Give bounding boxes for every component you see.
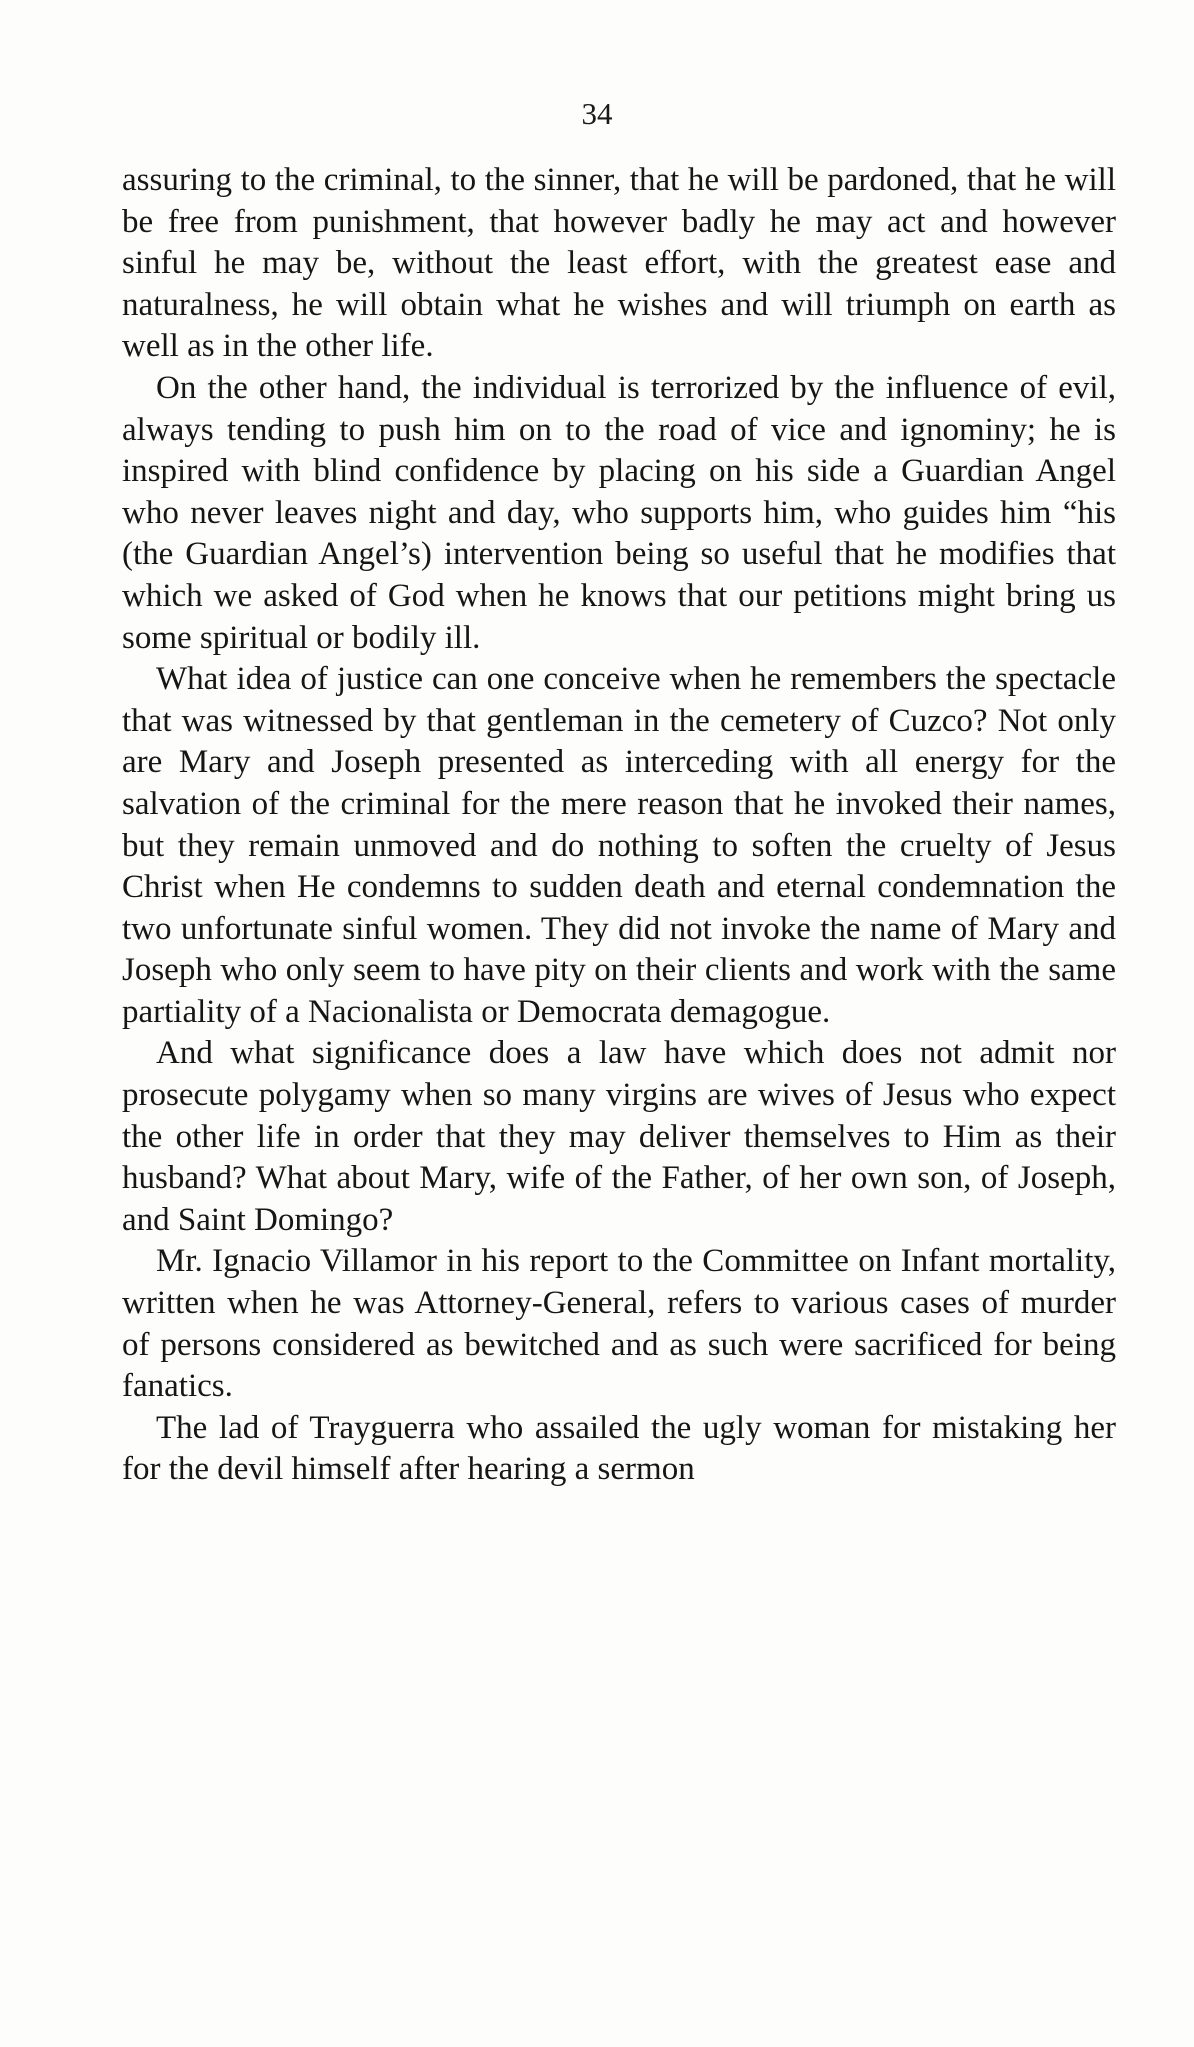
paragraph-polygamy: And what significance does a law have which does not admit nor prosecute polygamy when so many virgins are wives of Jesus who expect the other life in order that they may deliver themselves to Him as their husband? What about Mary, wife of the Father, of her own son, of Joseph, and Saint Domingo? [122, 1035, 1116, 1238]
paragraph-justice-cuzco: What idea of justice can one conceive when he remembers the spectacle that was witnessed by that gentleman in the cemetery of Cuzco? Not only are Mary and Joseph presented as interceding with all energy for the salvation of the criminal for the mere reason that he invoked their names, but they remain unmoved and do nothing to soften the cruelty of Jesus Christ when He condemns to sudden death and eternal condemnation the two unfortunate sinful women. They did not invoke the name of Mary and Joseph who only seem to have pity on their clients and work with the same partiality of a Nacionalista or Democrata demagogue. [122, 661, 1116, 1030]
paragraph-villamor-report: Mr. Ignacio Villamor in his report to the Committee on Infant mortality, written when he was Attorney-General, refers to various cases of murder of persons considered as bewitched and as such were sacrificed for being fanatics. [122, 1243, 1116, 1405]
paragraph-continued: assuring to the criminal, to the sinner, that he will be pardoned, that he will be free from punishment, that however badly he may act and however sinful he may be, without the least effort, with the greatest ease and naturalness, he will obtain what he wishes and will triumph on earth as well as in the other life. [122, 162, 1116, 365]
paragraph-guardian-angel: On the other hand, the individual is terrorized by the influence of evil, always tending to push him on to the road of vice and ignominy; he is inspired with blind confidence by placing on his side a Guardian Angel who never leaves night and day, who supports him, who guides him “his (the Guardian Angel’s) intervention being so useful that he modifies that which we asked of God when he knows that our petitions might bring us some spiritual or bodily ill. [122, 369, 1116, 656]
page-number: 34 [581, 96, 613, 131]
paragraph-trayguerra: The lad of Trayguerra who assailed the ugly woman for mistaking her for the devil himself after hearing a sermon [122, 1409, 1116, 1488]
body-text [122, 160, 1116, 1491]
